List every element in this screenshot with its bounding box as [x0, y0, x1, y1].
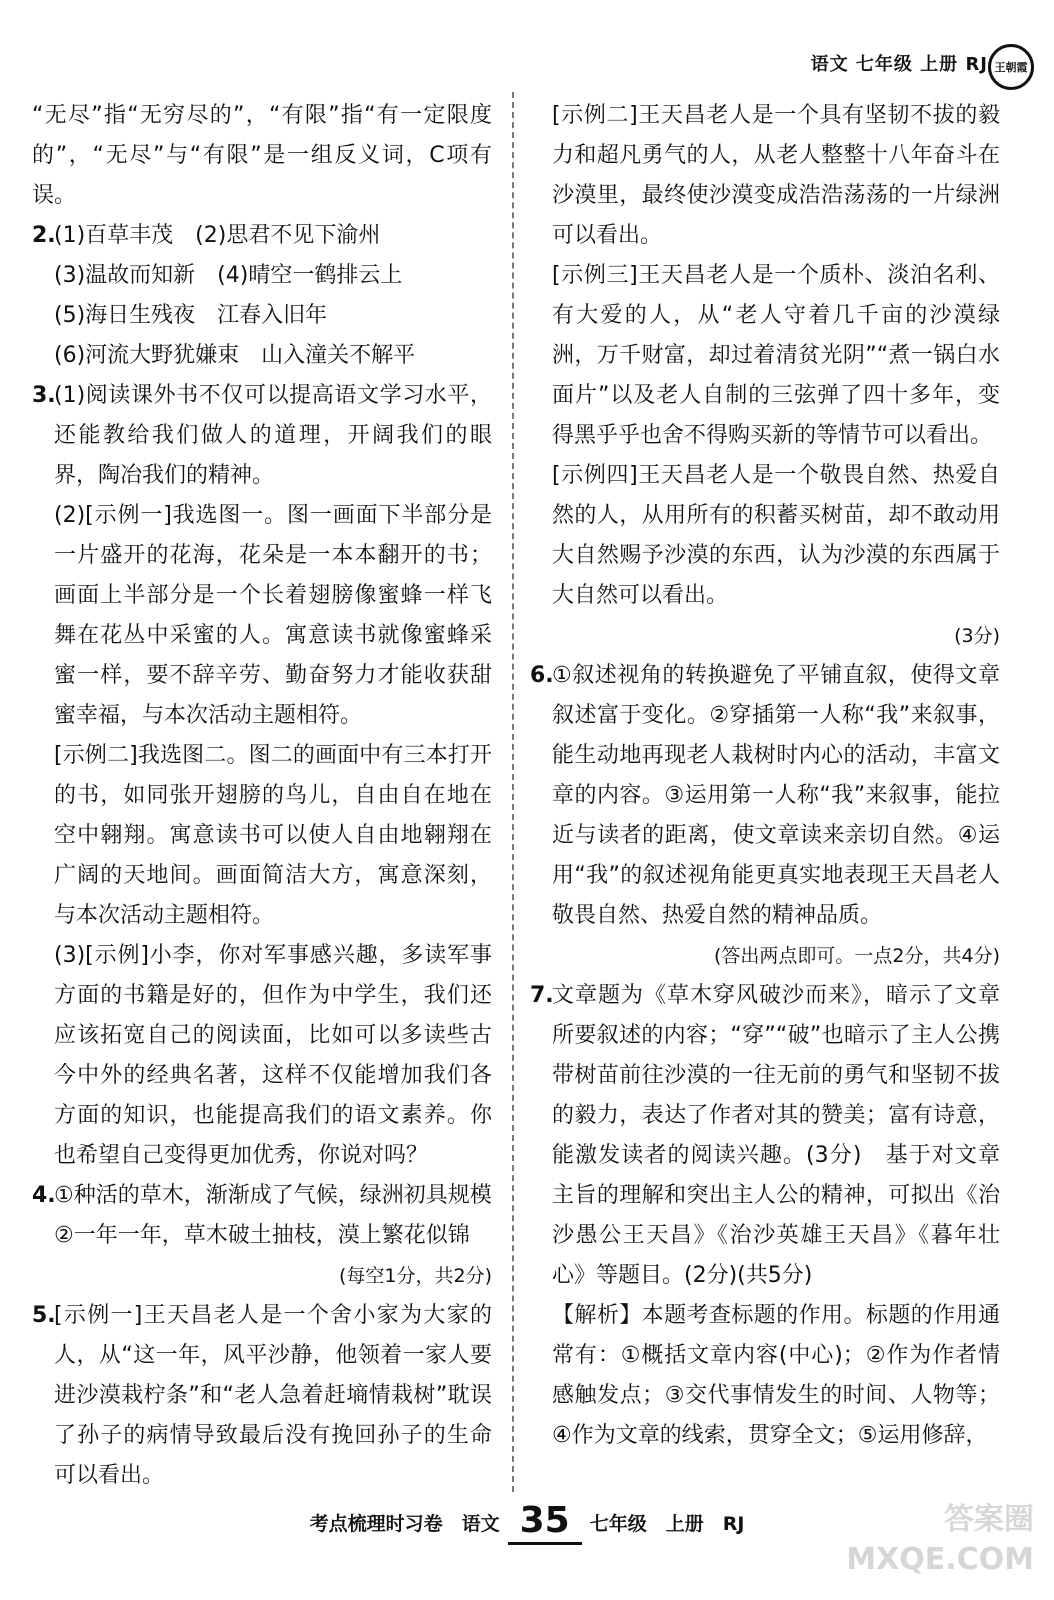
question-number: 3. — [32, 383, 56, 408]
question-5 — [32, 1296, 492, 1496]
answer-line: (5)海日生残夜 江春入旧年 — [54, 303, 328, 328]
watermark: 答案圈 MXQE.COM — [846, 1502, 1034, 1577]
page-header: 语文 七年级 上册 RJ — [810, 54, 988, 75]
page-number: 35 — [508, 1500, 582, 1545]
question-3 — [32, 376, 492, 1176]
score-note: (3分) — [954, 625, 1000, 647]
answer-paragraph: (3)[示例]小李，你对军事感兴趣，多读军事方面的书籍是好的，但作为中学生，我们还应该拓宽自己的阅读面，比如可以多读些古今中外的经典名著，这样不仅能增加我们各方面的知识，也能提高我们的语文素养。你也希望自己变得更加优秀，你说对吗？ — [54, 943, 492, 1168]
question-2 — [32, 216, 492, 376]
question-number: 6. — [530, 663, 554, 688]
question-number: 5. — [32, 1303, 56, 1328]
analysis-paragraph: 【解析】本题考查标题的作用。标题的作用通常有：①概括文章内容(中心)；②作为作者情感触发点；③交代事情发生的时间、人物等；④作为文章的线索，贯穿全文；⑤运用修辞， — [552, 1303, 1000, 1448]
answer-line: ②一年一年，草木破土抽枝，漠上繁花似锦 — [54, 1223, 470, 1248]
answer-paragraph: ①叙述视角的转换避免了平铺直叙，使得文章叙述富于变化。②穿插第一人称“我”来叙事，能生动地再现老人栽树时内心的活动，丰富文章的内容。③运用第一人称“我”来叙事，能拉近与读者的距离，使文章读来亲切自然。④运用“我”的叙述视角能更真实地表现王天昌老人敬畏自然、热爱自然的精神品质。 — [552, 663, 1000, 928]
answer-paragraph: [示例二]我选图二。图二的画面中有三本打开的书，如同张开翅膀的鸟儿，自由自在地在空中翱翔。寓意读书可以使人自由地翱翔在广阔的天地间。画面简洁大方，寓意深刻，与本次活动主题相符。 — [54, 743, 492, 928]
q1-continuation: “无尽”指“无穷尽的”，“有限”指“有一定限度的”，“无尽”与“有限”是一组反义词，C项有误。 — [32, 103, 492, 208]
score-note: (每空1分，共2分) — [338, 1265, 492, 1287]
question-7 — [530, 976, 1000, 1456]
answer-line: (1)百草丰茂 (2)思君不见下渝州 — [54, 223, 381, 248]
answer-paragraph: [示例三]王天昌老人是一个质朴、淡泊名利、有大爱的人，从“老人守着几千亩的沙漠绿洲，万千财富，却过着清贫光阴”“煮一锅白水面片”以及老人自制的三弦弹了四十多年，变得黑乎乎也舍不得购买新的等情节可以看出。 — [552, 263, 1000, 448]
answer-paragraph: (1)阅读课外书不仅可以提高语文学习水平，还能教给我们做人的道理，开阔我们的眼界，陶冶我们的精神。 — [54, 383, 492, 488]
score-note: (答出两点即可。一点2分，共4分) — [713, 945, 1000, 967]
question-4 — [32, 1176, 492, 1296]
question-6 — [530, 656, 1000, 976]
question-number: 4. — [32, 1183, 56, 1208]
answer-line: (6)河流大野犹嫌束 山入潼关不解平 — [54, 343, 416, 368]
brand-logo-icon: 王朝霞 — [988, 44, 1034, 90]
answer-paragraph: [示例四]王天昌老人是一个敬畏自然、热爱自然的人，从用所有的积蓄买树苗，却不敢动用大自然赐予沙漠的东西，认为沙漠的东西属于大自然可以看出。 — [552, 463, 1000, 608]
answer-paragraph: (2)[示例一]我选图一。图一画面下半部分是一片盛开的花海，花朵是一本本翻开的书；画面上半部分是一个长着翅膀像蜜蜂一样飞舞在花丛中采蜜的人。寓意读书就像蜜蜂采蜜一样，要不辞辛劳、勤奋努力才能收获甜蜜幸福，与本次活动主题相符。 — [54, 503, 492, 728]
answer-line: ①种活的草木，渐渐成了气候，绿洲初具规模 — [54, 1183, 492, 1208]
footer-grade: 七年级 上册 RJ — [589, 1513, 745, 1535]
column-divider — [512, 92, 514, 1492]
footer-book-title: 考点梳理时习卷 语文 — [309, 1513, 500, 1535]
question-number: 2. — [32, 223, 56, 248]
answer-paragraph: [示例二]王天昌老人是一个具有坚韧不拔的毅力和超凡勇气的人，从老人整整十八年奋斗在沙漠里，最终使沙漠变成浩浩荡荡的一片绿洲可以看出。 — [552, 103, 1000, 248]
answer-paragraph: [示例一]王天昌老人是一个舍小家为大家的人，从“这一年，风平沙静，他领着一家人要进沙漠栽柠条”和“老人急着赶墒情栽树”耽误了孙子的病情导致最后没有挽回孙子的生命可以看出。 — [54, 1303, 492, 1488]
question-number: 7. — [530, 983, 554, 1008]
right-column — [530, 96, 1000, 1456]
answer-paragraph: 文章题为《草木穿风破沙而来》，暗示了文章所要叙述的内容；“穿”“破”也暗示了主人公携带树苗前往沙漠的一往无前的勇气和坚韧不拔的毅力，表达了作者对其的赞美；富有诗意，能激发读者的阅读兴趣。(3分) 基于对文章主旨的理解和突出主人公的精神，可拟出《治沙愚公王天昌》《治沙英雄王天昌》《暮年壮心》等题目。(2分)(共5分) — [552, 983, 1000, 1288]
left-column — [32, 96, 492, 1496]
answer-line: (3)温故而知新 (4)晴空一鹤排云上 — [54, 263, 403, 288]
question-5-continued — [530, 96, 1000, 656]
